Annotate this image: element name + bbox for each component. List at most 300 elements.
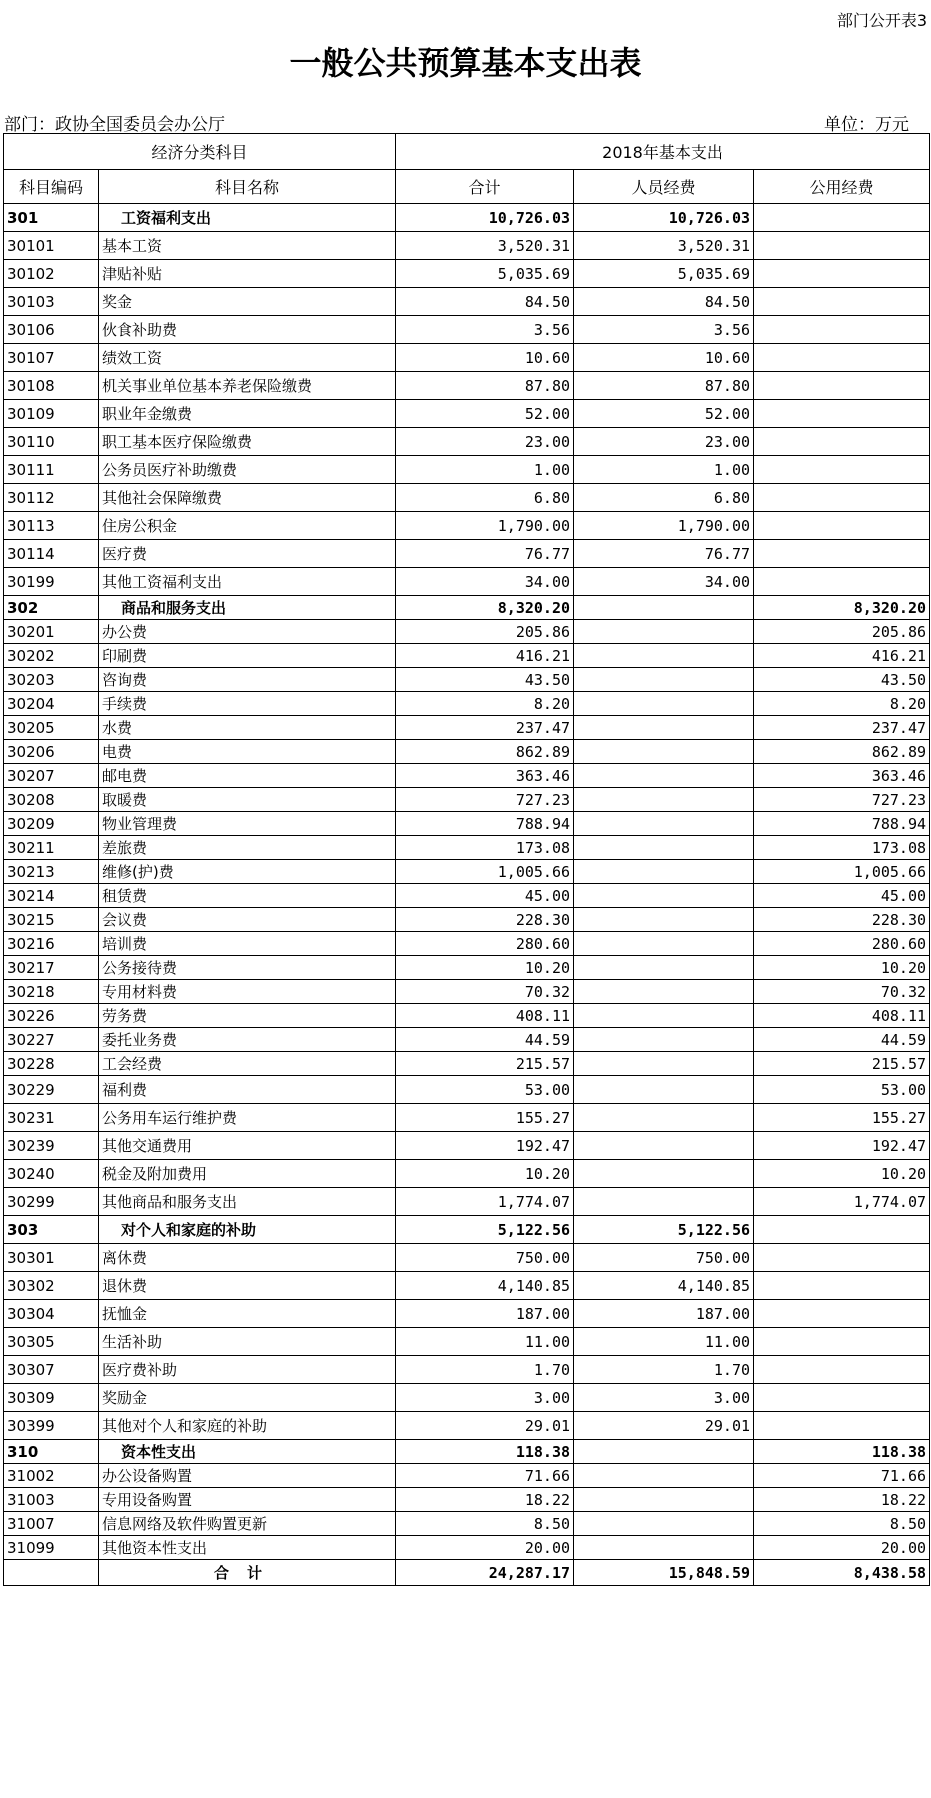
cell-public: 788.94	[754, 812, 930, 836]
cell-public: 1,774.07	[754, 1188, 930, 1216]
cell-name: 公务接待费	[99, 956, 396, 980]
cell-personnel: 23.00	[574, 428, 754, 456]
department-label: 部门：政协全国委员会办公厅	[4, 115, 225, 135]
table-row	[4, 836, 930, 860]
cell-code: 30399	[4, 1412, 99, 1440]
cell-name: 基本工资	[99, 232, 396, 260]
cell-total: 3.56	[396, 316, 574, 344]
cell-public: 155.27	[754, 1104, 930, 1132]
cell-name: 专用设备购置	[99, 1488, 396, 1512]
cell-code: 30217	[4, 956, 99, 980]
cell-public: 280.60	[754, 932, 930, 956]
cell-personnel	[574, 596, 754, 620]
cell-total: 6.80	[396, 484, 574, 512]
cell-total: 228.30	[396, 908, 574, 932]
cell-public: 43.50	[754, 668, 930, 692]
cell-public: 862.89	[754, 740, 930, 764]
table-row	[4, 288, 930, 316]
cell-total: 1,774.07	[396, 1188, 574, 1216]
unit-label: 单位：万元	[824, 115, 909, 135]
cell-name: 印刷费	[99, 644, 396, 668]
table-row	[4, 1188, 930, 1216]
cell-name: 奖金	[99, 288, 396, 316]
cell-personnel: 6.80	[574, 484, 754, 512]
cell-name: 差旅费	[99, 836, 396, 860]
cell-name: 水费	[99, 716, 396, 740]
cell-code: 30101	[4, 232, 99, 260]
cell-name: 奖励金	[99, 1384, 396, 1412]
cell-personnel: 3.56	[574, 316, 754, 344]
cell-total: 18.22	[396, 1488, 574, 1512]
cell-public	[754, 568, 930, 596]
cell-name: 委托业务费	[99, 1028, 396, 1052]
cell-name: 电费	[99, 740, 396, 764]
cell-public: 237.47	[754, 716, 930, 740]
cell-total: 8.50	[396, 1512, 574, 1536]
header-row-2	[4, 170, 930, 204]
cell-name: 取暖费	[99, 788, 396, 812]
table-row	[4, 540, 930, 568]
cell-public	[754, 428, 930, 456]
cell-name: 办公费	[99, 620, 396, 644]
cell-public	[754, 316, 930, 344]
cell-code: 30302	[4, 1272, 99, 1300]
table-row	[4, 908, 930, 932]
table-row	[4, 740, 930, 764]
cell-total: 3,520.31	[396, 232, 574, 260]
cell-code: 30206	[4, 740, 99, 764]
cell-total: 3.00	[396, 1384, 574, 1412]
cell-personnel	[574, 812, 754, 836]
table-row	[4, 484, 930, 512]
cell-personnel	[574, 692, 754, 716]
cell-total: 29.01	[396, 1412, 574, 1440]
cell-total: 187.00	[396, 1300, 574, 1328]
cell-code: 30112	[4, 484, 99, 512]
table-row	[4, 1464, 930, 1488]
table-row	[4, 1004, 930, 1028]
cell-total: 4,140.85	[396, 1272, 574, 1300]
cell-personnel	[574, 1512, 754, 1536]
cell-public: 20.00	[754, 1536, 930, 1560]
cell-total: 5,035.69	[396, 260, 574, 288]
cell-personnel	[574, 1132, 754, 1160]
total-total: 24,287.17	[396, 1560, 574, 1586]
cell-total: 1,790.00	[396, 512, 574, 540]
table-row	[4, 860, 930, 884]
cell-public: 53.00	[754, 1076, 930, 1104]
cell-name: 手续费	[99, 692, 396, 716]
cell-total: 280.60	[396, 932, 574, 956]
cell-total: 237.47	[396, 716, 574, 740]
cell-total: 87.80	[396, 372, 574, 400]
total-code	[4, 1560, 99, 1586]
cell-personnel	[574, 644, 754, 668]
cell-total: 76.77	[396, 540, 574, 568]
header-total: 合计	[396, 170, 574, 204]
cell-public: 118.38	[754, 1440, 930, 1464]
cell-code: 30231	[4, 1104, 99, 1132]
cell-code: 30299	[4, 1188, 99, 1216]
cell-public: 18.22	[754, 1488, 930, 1512]
cell-public	[754, 540, 930, 568]
cell-personnel	[574, 1028, 754, 1052]
cell-code: 30304	[4, 1300, 99, 1328]
cell-personnel: 34.00	[574, 568, 754, 596]
cell-total: 10.60	[396, 344, 574, 372]
table-row	[4, 1028, 930, 1052]
cell-total: 727.23	[396, 788, 574, 812]
cell-public: 205.86	[754, 620, 930, 644]
cell-name: 生活补助	[99, 1328, 396, 1356]
cell-public: 408.11	[754, 1004, 930, 1028]
table-row	[4, 344, 930, 372]
cell-name: 对个人和家庭的补助	[99, 1216, 396, 1244]
cell-total: 45.00	[396, 884, 574, 908]
category-row	[4, 1216, 930, 1244]
cell-name: 伙食补助费	[99, 316, 396, 344]
total-personnel: 15,848.59	[574, 1560, 754, 1586]
table-row	[4, 980, 930, 1004]
cell-total: 84.50	[396, 288, 574, 316]
cell-total: 215.57	[396, 1052, 574, 1076]
cell-code: 30228	[4, 1052, 99, 1076]
table-row	[4, 1244, 930, 1272]
cell-code: 31007	[4, 1512, 99, 1536]
cell-name: 其他工资福利支出	[99, 568, 396, 596]
cell-code: 30111	[4, 456, 99, 484]
cell-public	[754, 232, 930, 260]
cell-name: 租赁费	[99, 884, 396, 908]
header-personnel: 人员经费	[574, 170, 754, 204]
cell-total: 52.00	[396, 400, 574, 428]
cell-personnel: 76.77	[574, 540, 754, 568]
cell-total: 44.59	[396, 1028, 574, 1052]
cell-public	[754, 400, 930, 428]
cell-total: 192.47	[396, 1132, 574, 1160]
cell-personnel	[574, 1076, 754, 1104]
cell-total: 8.20	[396, 692, 574, 716]
cell-public: 1,005.66	[754, 860, 930, 884]
cell-personnel	[574, 1188, 754, 1216]
cell-name: 信息网络及软件购置更新	[99, 1512, 396, 1536]
cell-code: 30216	[4, 932, 99, 956]
cell-public	[754, 204, 930, 232]
cell-personnel	[574, 1464, 754, 1488]
cell-name: 其他商品和服务支出	[99, 1188, 396, 1216]
cell-total: 10.20	[396, 1160, 574, 1188]
cell-public: 416.21	[754, 644, 930, 668]
cell-name: 咨询费	[99, 668, 396, 692]
cell-total: 118.38	[396, 1440, 574, 1464]
table-row	[4, 400, 930, 428]
cell-code: 30226	[4, 1004, 99, 1028]
cell-public: 44.59	[754, 1028, 930, 1052]
cell-name: 津贴补贴	[99, 260, 396, 288]
cell-name: 其他交通费用	[99, 1132, 396, 1160]
cell-public	[754, 1300, 930, 1328]
cell-name: 资本性支出	[99, 1440, 396, 1464]
cell-total: 53.00	[396, 1076, 574, 1104]
cell-public	[754, 288, 930, 316]
cell-code: 30239	[4, 1132, 99, 1160]
cell-name: 机关事业单位基本养老保险缴费	[99, 372, 396, 400]
cell-personnel: 187.00	[574, 1300, 754, 1328]
cell-total: 750.00	[396, 1244, 574, 1272]
cell-personnel: 87.80	[574, 372, 754, 400]
cell-code: 30201	[4, 620, 99, 644]
cell-total: 23.00	[396, 428, 574, 456]
category-row	[4, 204, 930, 232]
cell-code: 30207	[4, 764, 99, 788]
cell-code: 302	[4, 596, 99, 620]
cell-personnel	[574, 740, 754, 764]
cell-total: 408.11	[396, 1004, 574, 1028]
cell-personnel	[574, 668, 754, 692]
cell-code: 30218	[4, 980, 99, 1004]
cell-personnel: 10,726.03	[574, 204, 754, 232]
cell-code: 301	[4, 204, 99, 232]
table-row	[4, 1488, 930, 1512]
cell-personnel	[574, 932, 754, 956]
cell-personnel: 3,520.31	[574, 232, 754, 260]
cell-name: 会议费	[99, 908, 396, 932]
cell-personnel	[574, 716, 754, 740]
table-row	[4, 1076, 930, 1104]
table-row	[4, 1132, 930, 1160]
table-row	[4, 1356, 930, 1384]
cell-public: 173.08	[754, 836, 930, 860]
table-row	[4, 1384, 930, 1412]
cell-total: 173.08	[396, 836, 574, 860]
table-row	[4, 428, 930, 456]
cell-personnel: 1.00	[574, 456, 754, 484]
table-row	[4, 668, 930, 692]
cell-total: 363.46	[396, 764, 574, 788]
cell-name: 劳务费	[99, 1004, 396, 1028]
cell-personnel	[574, 1536, 754, 1560]
cell-code: 30103	[4, 288, 99, 316]
cell-code: 310	[4, 1440, 99, 1464]
category-row	[4, 1440, 930, 1464]
cell-name: 医疗费	[99, 540, 396, 568]
table-row	[4, 1300, 930, 1328]
header-row-1	[4, 134, 930, 170]
cell-code: 30114	[4, 540, 99, 568]
cell-code: 30301	[4, 1244, 99, 1272]
table-row	[4, 716, 930, 740]
cell-code: 30229	[4, 1076, 99, 1104]
cell-total: 70.32	[396, 980, 574, 1004]
header-year: 2018年基本支出	[396, 134, 930, 170]
cell-personnel: 4,140.85	[574, 1272, 754, 1300]
table-row	[4, 260, 930, 288]
cell-code: 30203	[4, 668, 99, 692]
table-row	[4, 232, 930, 260]
cell-total: 788.94	[396, 812, 574, 836]
cell-name: 公务员医疗补助缴费	[99, 456, 396, 484]
cell-total: 43.50	[396, 668, 574, 692]
cell-personnel	[574, 1004, 754, 1028]
cell-total: 10,726.03	[396, 204, 574, 232]
cell-public	[754, 456, 930, 484]
cell-personnel	[574, 860, 754, 884]
cell-personnel: 3.00	[574, 1384, 754, 1412]
cell-code: 30215	[4, 908, 99, 932]
table-row	[4, 932, 930, 956]
table-row	[4, 956, 930, 980]
cell-total: 10.20	[396, 956, 574, 980]
table-row	[4, 764, 930, 788]
cell-personnel	[574, 884, 754, 908]
cell-public	[754, 1384, 930, 1412]
cell-code: 30307	[4, 1356, 99, 1384]
cell-code: 31003	[4, 1488, 99, 1512]
budget-table	[3, 133, 930, 1586]
header-public: 公用经费	[754, 170, 930, 204]
cell-public	[754, 1272, 930, 1300]
cell-name: 福利费	[99, 1076, 396, 1104]
header-name: 科目名称	[99, 170, 396, 204]
header-code: 科目编码	[4, 170, 99, 204]
cell-personnel: 750.00	[574, 1244, 754, 1272]
cell-personnel	[574, 836, 754, 860]
cell-code: 303	[4, 1216, 99, 1244]
cell-name: 专用材料费	[99, 980, 396, 1004]
cell-personnel: 1,790.00	[574, 512, 754, 540]
cell-total: 5,122.56	[396, 1216, 574, 1244]
cell-personnel	[574, 1160, 754, 1188]
cell-public: 8.20	[754, 692, 930, 716]
table-row	[4, 1052, 930, 1076]
cell-name: 医疗费补助	[99, 1356, 396, 1384]
cell-personnel	[574, 1052, 754, 1076]
table-row	[4, 1412, 930, 1440]
cell-name: 公务用车运行维护费	[99, 1104, 396, 1132]
cell-code: 30199	[4, 568, 99, 596]
table-row	[4, 372, 930, 400]
cell-code: 30309	[4, 1384, 99, 1412]
cell-name: 商品和服务支出	[99, 596, 396, 620]
cell-name: 工资福利支出	[99, 204, 396, 232]
page-title: 一般公共预算基本支出表	[289, 44, 642, 82]
cell-public: 70.32	[754, 980, 930, 1004]
cell-code: 30240	[4, 1160, 99, 1188]
cell-personnel	[574, 1440, 754, 1464]
cell-code: 30209	[4, 812, 99, 836]
table-row	[4, 1160, 930, 1188]
cell-public	[754, 260, 930, 288]
table-row	[4, 1104, 930, 1132]
cell-personnel: 84.50	[574, 288, 754, 316]
cell-public: 363.46	[754, 764, 930, 788]
cell-name: 工会经费	[99, 1052, 396, 1076]
cell-code: 30202	[4, 644, 99, 668]
cell-code: 30108	[4, 372, 99, 400]
cell-public	[754, 1216, 930, 1244]
cell-public: 10.20	[754, 1160, 930, 1188]
cell-public	[754, 512, 930, 540]
cell-code: 30305	[4, 1328, 99, 1356]
category-row	[4, 596, 930, 620]
cell-public: 228.30	[754, 908, 930, 932]
cell-name: 住房公积金	[99, 512, 396, 540]
header-category: 经济分类科目	[4, 134, 396, 170]
total-name: 合计	[99, 1560, 396, 1586]
cell-personnel: 29.01	[574, 1412, 754, 1440]
cell-public: 727.23	[754, 788, 930, 812]
cell-total: 11.00	[396, 1328, 574, 1356]
cell-public	[754, 344, 930, 372]
cell-total: 1.70	[396, 1356, 574, 1384]
cell-name: 退休费	[99, 1272, 396, 1300]
cell-name: 其他对个人和家庭的补助	[99, 1412, 396, 1440]
cell-personnel: 5,035.69	[574, 260, 754, 288]
table-row	[4, 812, 930, 836]
cell-personnel: 5,122.56	[574, 1216, 754, 1244]
cell-total: 34.00	[396, 568, 574, 596]
cell-public: 8.50	[754, 1512, 930, 1536]
cell-public	[754, 484, 930, 512]
cell-public: 192.47	[754, 1132, 930, 1160]
cell-name: 办公设备购置	[99, 1464, 396, 1488]
cell-code: 30227	[4, 1028, 99, 1052]
cell-personnel	[574, 908, 754, 932]
cell-public: 45.00	[754, 884, 930, 908]
cell-code: 30113	[4, 512, 99, 540]
table-row	[4, 1328, 930, 1356]
table-row	[4, 568, 930, 596]
table-row	[4, 644, 930, 668]
cell-code: 30205	[4, 716, 99, 740]
cell-code: 30208	[4, 788, 99, 812]
cell-name: 其他资本性支出	[99, 1536, 396, 1560]
cell-public	[754, 1328, 930, 1356]
cell-public: 8,320.20	[754, 596, 930, 620]
cell-personnel	[574, 620, 754, 644]
table-row	[4, 512, 930, 540]
cell-code: 30102	[4, 260, 99, 288]
cell-total: 155.27	[396, 1104, 574, 1132]
cell-public: 71.66	[754, 1464, 930, 1488]
table-row	[4, 692, 930, 716]
cell-public	[754, 372, 930, 400]
cell-name: 维修(护)费	[99, 860, 396, 884]
cell-personnel	[574, 788, 754, 812]
cell-code: 30211	[4, 836, 99, 860]
table-row	[4, 884, 930, 908]
cell-total: 1.00	[396, 456, 574, 484]
table-row	[4, 788, 930, 812]
cell-code: 30214	[4, 884, 99, 908]
cell-total: 416.21	[396, 644, 574, 668]
cell-public	[754, 1356, 930, 1384]
table-row	[4, 1512, 930, 1536]
cell-personnel	[574, 1488, 754, 1512]
table-number-label: 部门公开表3	[836, 11, 927, 30]
cell-code: 31099	[4, 1536, 99, 1560]
cell-name: 邮电费	[99, 764, 396, 788]
cell-name: 职业年金缴费	[99, 400, 396, 428]
cell-total: 205.86	[396, 620, 574, 644]
cell-total: 862.89	[396, 740, 574, 764]
cell-code: 30106	[4, 316, 99, 344]
cell-name: 职工基本医疗保险缴费	[99, 428, 396, 456]
table-row	[4, 1536, 930, 1560]
cell-code: 30213	[4, 860, 99, 884]
cell-code: 30204	[4, 692, 99, 716]
cell-name: 离休费	[99, 1244, 396, 1272]
